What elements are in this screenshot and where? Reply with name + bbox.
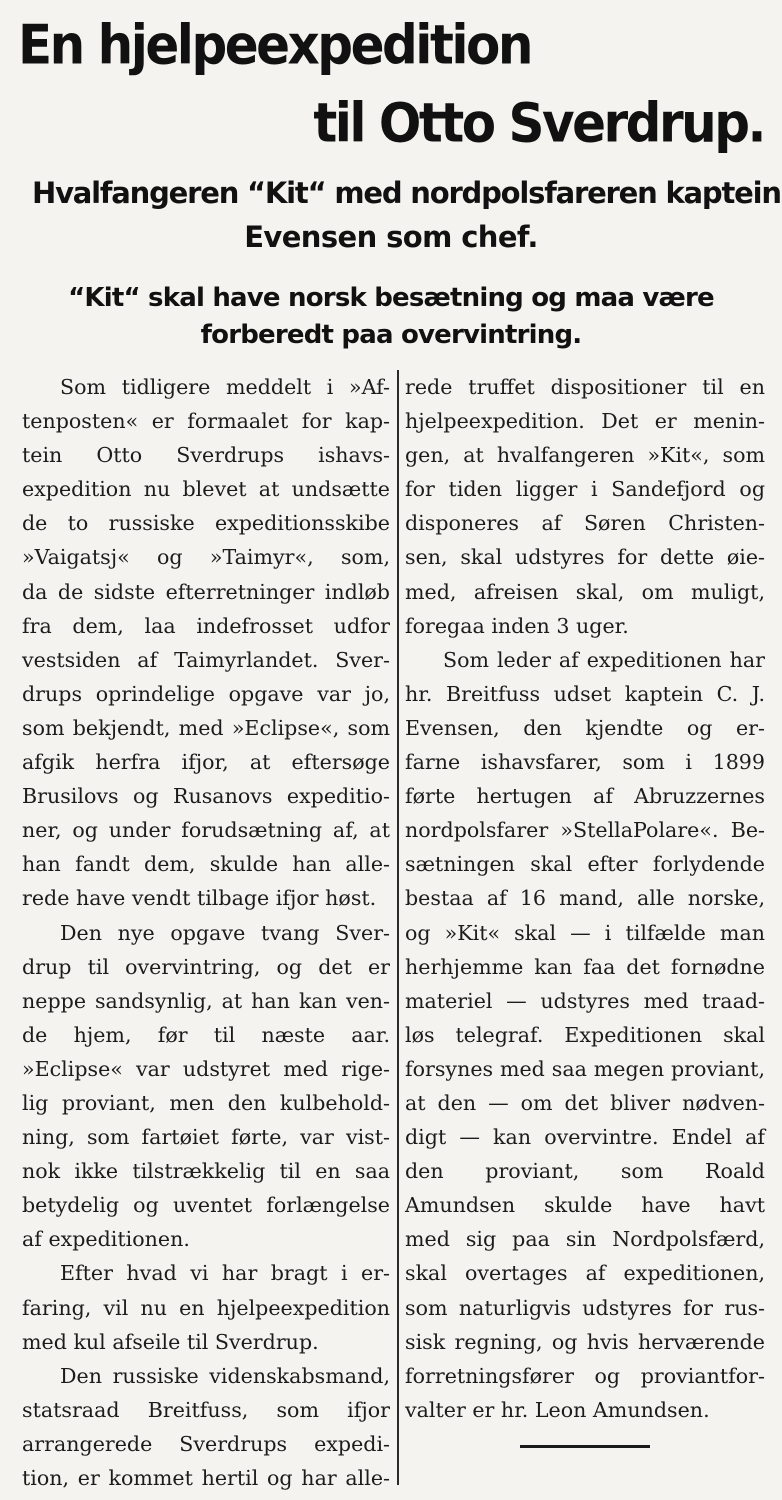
text-line: drup til overvintring, og det er bbox=[22, 954, 390, 979]
text-line: Efter hvad vi har bragt i er- bbox=[60, 1261, 390, 1286]
end-of-article-rule bbox=[520, 1445, 650, 1448]
text-line: sen, skal udstyres for dette øie- bbox=[405, 545, 765, 570]
text-line: statsraad Breitfuss, som ifjor bbox=[22, 1397, 390, 1422]
text-line: vestsiden af Taimyrlandet. Sver- bbox=[22, 647, 390, 672]
text-line: hr. Breitfuss udset kaptein C. J. bbox=[405, 681, 765, 706]
text-line: valter er hr. Leon Amundsen. bbox=[405, 1397, 710, 1422]
headline-line-1: En hjelpeexpedition bbox=[18, 14, 531, 77]
text-line: med kul afseile til Sverdrup. bbox=[22, 1329, 319, 1354]
text-line: sætningen skal efter forlydende bbox=[405, 852, 765, 877]
text-line: disponeres af Søren Christen- bbox=[405, 511, 765, 536]
text-line: nok ikke tilstrækkelig til en saa bbox=[22, 1159, 390, 1184]
text-line: han fandt dem, skulde han alle- bbox=[22, 852, 390, 877]
text-line: de hjem, før til næste aar. bbox=[22, 1022, 390, 1047]
text-line: da de sidste efterretninger indløb bbox=[22, 579, 390, 604]
text-line: førte hertugen af Abruzzernes bbox=[405, 784, 765, 809]
text-line: tion, er kommet hertil og har alle- bbox=[22, 1466, 390, 1490]
deck-line-2: forberedt paa overvintring. bbox=[200, 320, 582, 350]
text-line: betydelig og uventet forlængelse bbox=[22, 1193, 390, 1218]
text-line: foregaa inden 3 uger. bbox=[405, 613, 629, 638]
column-divider bbox=[397, 370, 399, 1485]
text-line: fra dem, laa indefrosset udfor bbox=[22, 613, 390, 638]
text-line: skal overtages af expeditionen, bbox=[405, 1261, 765, 1286]
text-line: for tiden ligger i Sandefjord og bbox=[405, 477, 765, 502]
headline-line-2: til Otto Sverdrup. bbox=[313, 92, 764, 155]
text-line: forretningsfører og proviantfor- bbox=[405, 1363, 765, 1388]
text-line: »Eclipse« var udstyret med rige- bbox=[22, 1056, 390, 1081]
text-line: og »Kit« skal — i tilfælde man bbox=[405, 920, 765, 945]
text-line: tenposten« er formaalet for kap- bbox=[22, 409, 390, 434]
text-line: ner, og under forudsætning af, at bbox=[22, 818, 390, 843]
text-line: drups oprindelige opgave var jo, bbox=[22, 681, 390, 706]
text-line: at den — om det bliver nødven- bbox=[405, 1090, 765, 1115]
text-line: Den nye opgave tvang Sver- bbox=[60, 920, 390, 945]
text-line: expedition nu blevet at undsætte bbox=[22, 477, 390, 502]
text-line: ning, som fartøiet førte, var vist- bbox=[22, 1125, 390, 1150]
text-line: den proviant, som Roald bbox=[405, 1159, 765, 1184]
text-line: rede have vendt tilbage ifjor høst. bbox=[22, 886, 377, 911]
text-line: Amundsen skulde have havt bbox=[405, 1193, 765, 1218]
article-column-left bbox=[22, 370, 390, 1495]
text-line: herhjemme kan faa det fornødne bbox=[405, 954, 765, 979]
subheadline-line-2: Evensen som chef. bbox=[244, 220, 538, 254]
text-line: forsynes med saa megen proviant, bbox=[405, 1056, 765, 1081]
text-line: afgik herfra ifjor, at eftersøge bbox=[22, 750, 390, 775]
subheadline-line-1: Hvalfangeren “Kit“ med nordpolsfareren kaptein bbox=[32, 176, 781, 210]
text-line: som bekjendt, med »Eclipse«, som bbox=[22, 715, 390, 740]
text-line: »Vaigatsj« og »Taimyr«, som, bbox=[22, 545, 390, 570]
text-line: gen, at hvalfangeren »Kit«, som bbox=[405, 443, 765, 468]
text-line: rede truffet dispositioner til en bbox=[405, 375, 765, 399]
text-line: Evensen, den kjendte og er- bbox=[405, 715, 765, 740]
text-line: af expeditionen. bbox=[22, 1227, 190, 1252]
text-line: farne ishavsfarer, som i 1899 bbox=[405, 750, 765, 775]
text-line: tein Otto Sverdrups ishavs- bbox=[22, 443, 390, 468]
text-line: hjelpeexpedition. Det er menin- bbox=[405, 409, 765, 434]
text-line: Den russiske videnskabsmand, bbox=[60, 1363, 390, 1388]
text-line: med sig paa sin Nordpolsfærd, bbox=[405, 1227, 765, 1252]
text-line: løs telegraf. Expeditionen skal bbox=[405, 1022, 765, 1047]
text-line: Brusilovs og Rusanovs expeditio- bbox=[22, 784, 390, 809]
text-line: bestaa af 16 mand, alle norske, bbox=[405, 886, 765, 911]
text-line: Som leder af expeditionen har bbox=[443, 647, 765, 672]
deck-line-1: “Kit“ skal have norsk besætning og maa være bbox=[68, 283, 714, 313]
text-line: digt — kan overvintre. Endel af bbox=[405, 1125, 765, 1150]
text-line: Som tidligere meddelt i »Af- bbox=[60, 375, 390, 399]
text-line: neppe sandsynlig, at han kan ven- bbox=[22, 988, 390, 1013]
text-line: de to russiske expeditionsskibe bbox=[22, 511, 390, 536]
text-line: faring, vil nu en hjelpeexpedition bbox=[22, 1295, 390, 1320]
text-line: sisk regning, og hvis herværende bbox=[405, 1329, 765, 1354]
text-line: som naturligvis udstyres for rus- bbox=[405, 1295, 765, 1320]
text-line: arrangerede Sverdrups expedi- bbox=[22, 1431, 390, 1456]
text-line: nordpolsfarer »StellaPolare«. Be- bbox=[405, 818, 765, 843]
text-line: med, afreisen skal, om muligt, bbox=[405, 579, 765, 604]
text-line: materiel — udstyres med traad- bbox=[405, 988, 765, 1013]
article-column-right bbox=[405, 370, 765, 1427]
text-line: lig proviant, men den kulbehold- bbox=[22, 1090, 390, 1115]
